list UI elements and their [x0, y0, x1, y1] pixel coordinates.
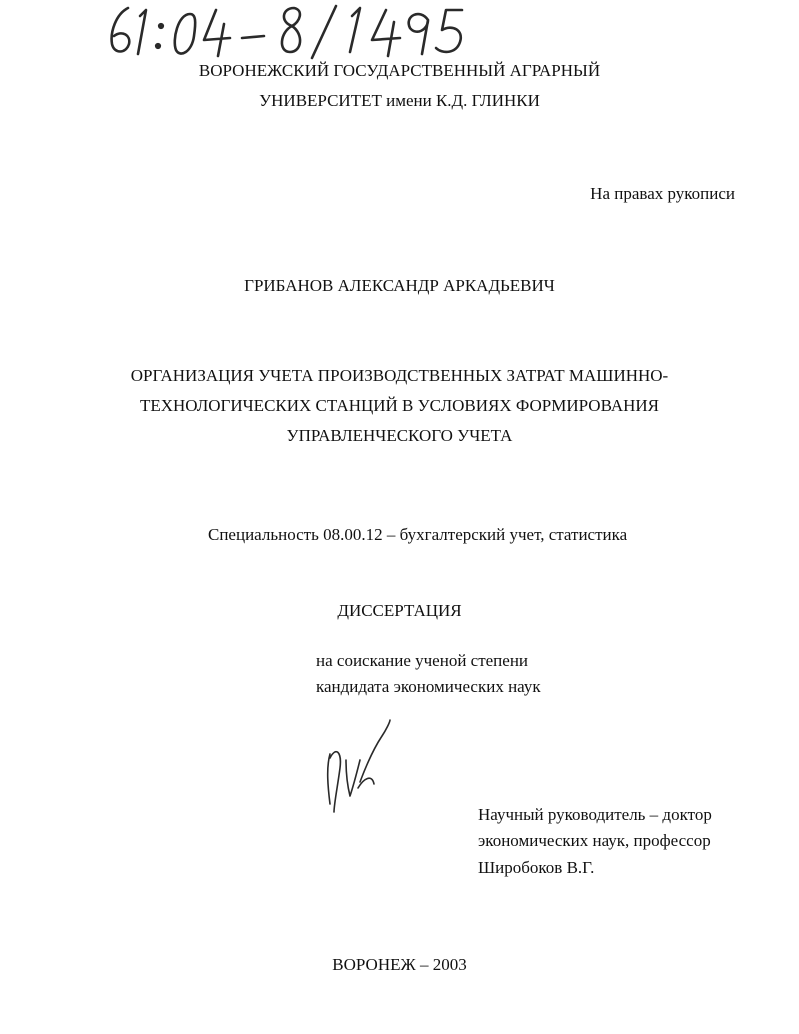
- title-line-1: ОРГАНИЗАЦИЯ УЧЕТА ПРОИЗВОДСТВЕННЫХ ЗАТРАТ МАШИННО-: [130, 366, 669, 385]
- supervisor-name: Широбоков В.Г.: [478, 858, 595, 877]
- degree-line-1: на соискание ученой степени: [316, 651, 529, 670]
- supervisor-line-2: экономических наук, профессор: [478, 831, 711, 850]
- title-line-2: ТЕХНОЛОГИЧЕСКИХ СТАНЦИЙ В УСЛОВИЯХ ФОРМИРОВАНИЯ: [139, 396, 660, 415]
- institution-line-1: ВОРОНЕЖСКИЙ ГОСУДАРСТВЕННЫЙ АГРАРНЫЙ: [198, 61, 601, 80]
- author-name: ГРИБАНОВ АЛЕКСАНДР АРКАДЬЕВИЧ: [244, 276, 555, 295]
- manuscript-rights-note: На правах рукописи: [590, 184, 735, 203]
- supervisor-line-1: Научный руководитель – доктор: [478, 805, 712, 824]
- institution-line-2: УНИВЕРСИТЕТ имени К.Д. ГЛИНКИ: [259, 91, 540, 110]
- title-line-3: УПРАВЛЕНЧЕСКОГО УЧЕТА: [286, 426, 513, 445]
- author-signature: [316, 718, 396, 818]
- work-type: ДИССЕРТАЦИЯ: [337, 601, 462, 620]
- place-and-year: ВОРОНЕЖ – 2003: [332, 955, 467, 974]
- degree-line-2: кандидата экономических наук: [316, 677, 541, 696]
- handwritten-archive-number: [106, 2, 466, 60]
- specialty-line: Специальность 08.00.12 – бухгалтерский учет, статистика: [208, 525, 628, 544]
